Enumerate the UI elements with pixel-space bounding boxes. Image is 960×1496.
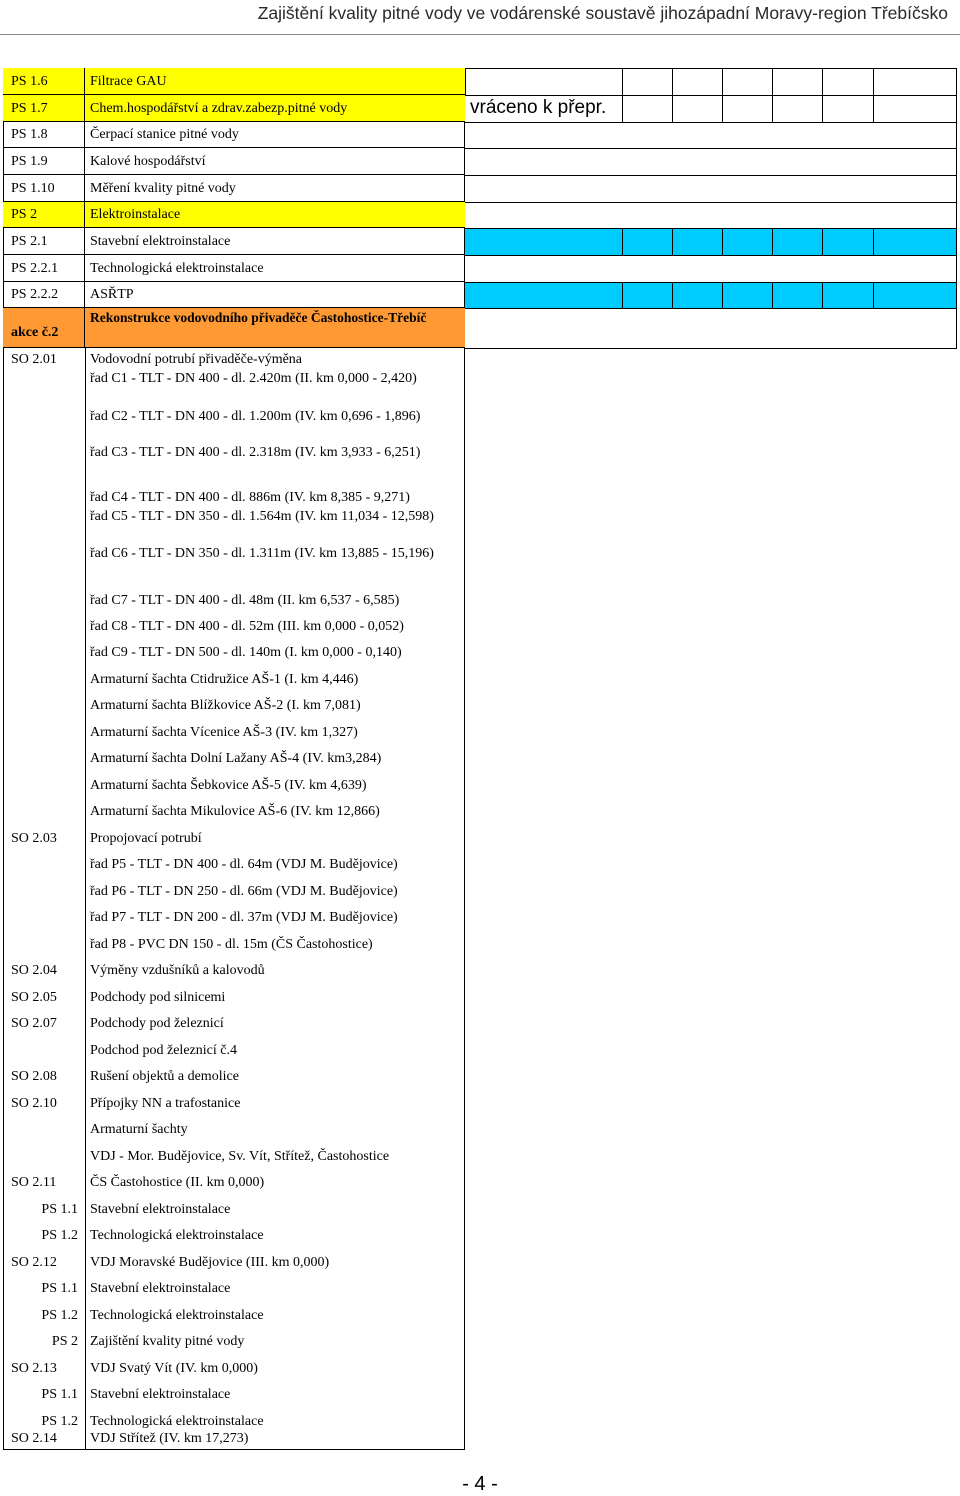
table-row: [3, 282, 465, 308]
row-code: SO 2.04: [11, 963, 57, 978]
row-code: SO 2.12: [11, 1255, 57, 1270]
row-description: Přípojky NN a trafostanice: [90, 1096, 241, 1111]
schedule-cell: [465, 175, 957, 203]
schedule-cell-active: [822, 282, 874, 309]
table-row: [3, 175, 465, 202]
schedule-cell: [772, 68, 823, 96]
row-description: VDJ - Mor. Budějovice, Sv. Vít, Střítež, Častohostice: [90, 1149, 390, 1164]
row-code: PS 2.2.1: [3, 255, 85, 281]
row-description: řad C1 - TLT - DN 400 - dl. 2.420m (II. km 0,000 - 2,420): [90, 371, 417, 386]
row-description: řad C6 - TLT - DN 350 - dl. 1.311m (IV. km 13,885 - 15,196): [90, 546, 434, 561]
table-row: [3, 1117, 465, 1143]
schedule-cell-active: [772, 282, 823, 309]
table-row: [3, 958, 465, 984]
table-row: [3, 1011, 465, 1037]
row-code: SO 2.11: [11, 1175, 57, 1190]
schedule-cell: [465, 255, 957, 283]
table-row: [3, 348, 465, 370]
table-row: [3, 693, 465, 719]
schedule-cell: [722, 95, 773, 123]
schedule-cell-active: [822, 228, 874, 256]
schedule-cell: [622, 68, 673, 96]
row-description: Vodovodní potrubí přivaděče-výměna: [90, 352, 303, 367]
row-description: VDJ Střítež (IV. km 17,273): [90, 1431, 249, 1446]
row-description: řad P8 - PVC DN 150 - dl. 15m (ČS Častohostice): [90, 937, 373, 952]
schedule-cell: [465, 148, 957, 176]
table-row: [3, 370, 465, 408]
schedule-cell-active: [622, 282, 673, 309]
schedule-cell: [822, 95, 874, 123]
schedule-cell-active: [722, 228, 773, 256]
header-rule: [0, 34, 960, 35]
row-code: SO 2.14: [11, 1431, 57, 1446]
table-row: [3, 614, 465, 640]
row-description: Podchody pod železnicí: [90, 1016, 224, 1031]
schedule-cell: [465, 68, 623, 96]
row-code: PS 1.10: [3, 175, 85, 201]
row-description: řad P5 - TLT - DN 400 - dl. 64m (VDJ M. Budějovice): [90, 857, 398, 872]
table-row: [3, 878, 465, 905]
row-description: Technologická elektroinstalace: [90, 1228, 264, 1243]
row-code: akce č.2: [3, 308, 85, 347]
schedule-cell: [822, 68, 874, 96]
row-description: Propojovací potrubí: [90, 831, 202, 846]
document-header: Zajištění kvality pitné vody ve vodárenské soustavě jihozápadní Moravy-region Třebíčsko: [257, 3, 948, 23]
table-row: [3, 488, 465, 508]
schedule-cell: [622, 95, 673, 123]
row-code: PS 1.2: [41, 1414, 78, 1429]
row-description: Podchody pod silnicemi: [90, 990, 226, 1005]
row-description: Rekonstrukce vodovodního přivaděče Častohostice-Třebíč: [85, 308, 465, 347]
row-description: Armaturní šachta Šebkovice AŠ-5 (IV. km 4,639): [90, 778, 367, 793]
row-description: Rušení objektů a demolice: [90, 1069, 239, 1084]
row-description: Technologická elektroinstalace: [90, 261, 264, 276]
table-row: [3, 1170, 465, 1196]
table-row: [3, 1143, 465, 1170]
row-code: PS 2: [3, 202, 85, 227]
row-description: ASŘTP: [90, 287, 134, 302]
row-description: Armaturní šachta Dolní Lažany AŠ-4 (IV. km3,284): [90, 751, 382, 766]
row-description: řad C4 - TLT - DN 400 - dl. 886m (IV. km 8,385 - 9,271): [90, 490, 410, 505]
row-description: Výměny vzdušníků a kalovodů: [90, 963, 265, 978]
table-row: [3, 666, 465, 693]
row-code: SO 2.07: [11, 1016, 57, 1031]
row-description: Chem.hospodářství a zdrav.zabezp.pitné vody: [85, 95, 465, 121]
row-code: PS 1.8: [3, 122, 85, 147]
row-description: ČS Častohostice (II. km 0,000): [90, 1175, 265, 1190]
row-description: řad P7 - TLT - DN 200 - dl. 37m (VDJ M. Budějovice): [90, 910, 398, 925]
row-code: PS 2.1: [3, 228, 85, 254]
schedule-cell: [722, 68, 773, 96]
row-code: PS 1.6: [3, 68, 85, 94]
row-description: řad C7 - TLT - DN 400 - dl. 48m (II. km 6,537 - 6,585): [90, 593, 400, 608]
row-code: PS 1.1: [41, 1387, 78, 1402]
schedule-cell-active: [873, 282, 957, 309]
table-row: [3, 255, 465, 282]
row-code: SO 2.08: [11, 1069, 57, 1084]
schedule-cell: [465, 202, 957, 229]
table-row: [3, 1223, 465, 1249]
row-code: PS 1.7: [3, 95, 85, 121]
row-description: řad C3 - TLT - DN 400 - dl. 2.318m (IV. km 3,933 - 6,251): [90, 445, 421, 460]
row-code: PS 2.2.2: [3, 282, 85, 307]
table-row: [3, 1249, 465, 1276]
schedule-cell: [465, 308, 957, 349]
schedule-cell: [672, 68, 723, 96]
table-row: [3, 825, 465, 852]
schedule-cell: [772, 95, 823, 123]
table-row: [3, 228, 465, 255]
row-description: VDJ Svatý Vít (IV. km 0,000): [90, 1361, 258, 1376]
row-code: PS 2: [51, 1334, 78, 1349]
table-row: [3, 408, 465, 446]
schedule-cell: [465, 122, 957, 149]
table-row: [3, 122, 465, 148]
table-row: [3, 202, 465, 228]
table-row: [3, 148, 465, 175]
table-row: [3, 588, 465, 614]
row-description: Filtrace GAU: [85, 68, 465, 94]
table-row: [3, 1276, 465, 1302]
row-code: PS 1.1: [41, 1281, 78, 1296]
table-row: [3, 545, 465, 589]
row-code: PS 1.2: [41, 1308, 78, 1323]
row-description: Stavební elektroinstalace: [90, 1281, 231, 1296]
row-description: Technologická elektroinstalace: [90, 1308, 264, 1323]
table-row: [3, 1037, 465, 1064]
table-row: [3, 1355, 465, 1382]
table-row: [3, 308, 465, 348]
table-row: [3, 508, 465, 546]
schedule-cell: [672, 95, 723, 123]
table-row: [3, 1196, 465, 1223]
schedule-cell-active: [465, 282, 623, 309]
table-row: [3, 95, 465, 122]
returned-stamp: vráceno k přepr.: [470, 97, 607, 118]
schedule-cell-active: [772, 228, 823, 256]
table-row: [3, 68, 465, 95]
row-code: SO 2.01: [11, 352, 57, 367]
table-row: [3, 852, 465, 878]
schedule-cell-active: [672, 228, 723, 256]
row-description: Technologická elektroinstalace: [90, 1414, 264, 1429]
row-description: Armaturní šachta Vícenice AŠ-3 (IV. km 1,327): [90, 725, 358, 740]
table-row: [3, 1431, 465, 1450]
row-code: SO 2.10: [11, 1096, 57, 1111]
row-code: PS 1.9: [3, 148, 85, 174]
row-description: Stavební elektroinstalace: [90, 234, 231, 249]
table-row: [3, 1329, 465, 1355]
table-row: [3, 444, 465, 488]
page-number: - 4 -: [462, 1473, 498, 1495]
schedule-cell-active: [672, 282, 723, 309]
table-row: [3, 799, 465, 825]
table-row: [3, 772, 465, 799]
row-description: Podchod pod železnicí č.4: [90, 1043, 237, 1058]
table-row: [3, 1302, 465, 1329]
row-description: Armaturní šachta Blížkovice AŠ-2 (I. km 7,081): [90, 698, 361, 713]
table-row: [3, 746, 465, 772]
row-description: řad C2 - TLT - DN 400 - dl. 1.200m (IV. km 0,696 - 1,896): [90, 409, 421, 424]
row-description: VDJ Moravské Budějovice (III. km 0,000): [90, 1255, 330, 1270]
table-row: [3, 931, 465, 958]
table-row: [3, 905, 465, 931]
row-description: Armaturní šachta Mikulovice AŠ-6 (IV. km 12,866): [90, 804, 380, 819]
row-description: Stavební elektroinstalace: [90, 1202, 231, 1217]
row-code: SO 2.05: [11, 990, 57, 1005]
row-description: Měření kvality pitné vody: [90, 181, 236, 196]
schedule-cell-active: [622, 228, 673, 256]
row-description: Kalové hospodářství: [90, 154, 206, 169]
row-description: Čerpací stanice pitné vody: [90, 127, 239, 142]
row-description: Armaturní šachty: [90, 1122, 188, 1137]
table-row: [3, 1382, 465, 1408]
row-description: Zajištění kvality pitné vody: [90, 1334, 245, 1349]
table-row: [3, 719, 465, 746]
row-code: SO 2.03: [11, 831, 57, 846]
row-description: řad C5 - TLT - DN 350 - dl. 1.564m (IV. km 11,034 - 12,598): [90, 509, 434, 524]
row-description: řad C8 - TLT - DN 400 - dl. 52m (III. km 0,000 - 0,052): [90, 619, 404, 634]
table-row: [3, 1090, 465, 1117]
schedule-cell: [873, 68, 957, 96]
schedule-cell-active: [722, 282, 773, 309]
table-row: [3, 640, 465, 666]
schedule-cell-active: [873, 228, 957, 256]
table-row: [3, 1064, 465, 1090]
row-code: PS 1.1: [41, 1202, 78, 1217]
row-description: řad P6 - TLT - DN 250 - dl. 66m (VDJ M. Budějovice): [90, 884, 398, 899]
schedule-cell: [873, 95, 957, 123]
row-description: řad C9 - TLT - DN 500 - dl. 140m (I. km 0,000 - 0,140): [90, 645, 402, 660]
row-description: Stavební elektroinstalace: [90, 1387, 231, 1402]
row-code: SO 2.13: [11, 1361, 57, 1376]
schedule-cell-active: [465, 228, 623, 256]
table-row: [3, 984, 465, 1011]
row-code: PS 1.2: [41, 1228, 78, 1243]
row-description: Elektroinstalace: [85, 202, 465, 227]
row-description: Armaturní šachta Ctidružice AŠ-1 (I. km 4,446): [90, 672, 359, 687]
